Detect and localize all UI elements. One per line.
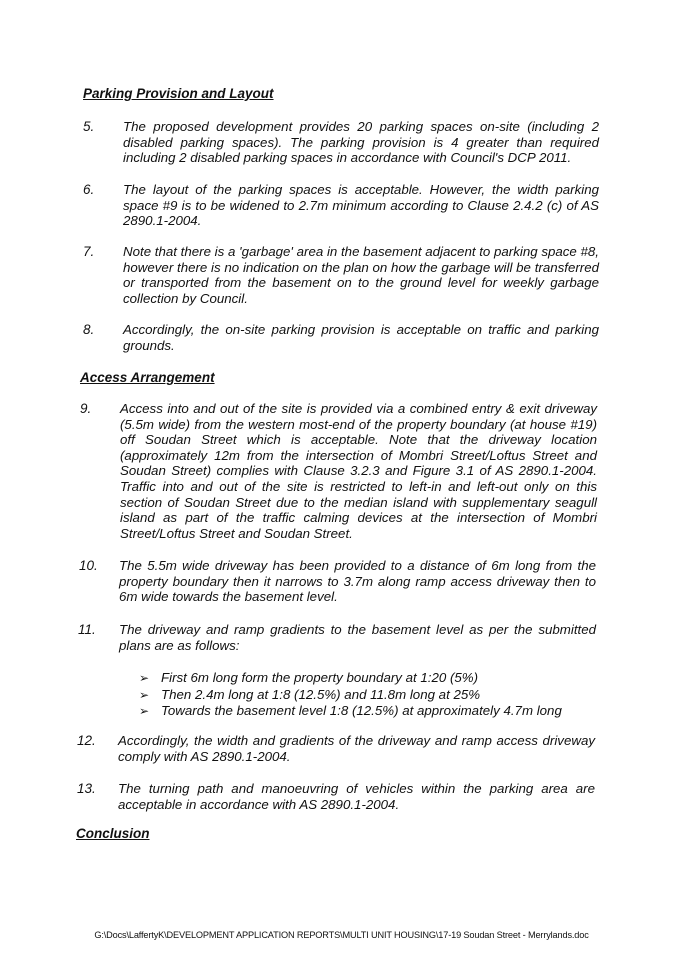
section-heading-access: Access Arrangement [80, 370, 215, 385]
paragraph-13: The turning path and manoeuvring of vehicles within the parking area are acceptable in accordance with AS 2890.1-2004. [118, 781, 595, 812]
bullet-item: ➢ Then 2.4m long at 1:8 (12.5%) and 11.8m long at 25% [139, 686, 481, 702]
paragraph-number-7: 7. [83, 244, 95, 259]
section-heading-parking: Parking Provision and Layout [83, 86, 274, 101]
paragraph-number-6: 6. [83, 182, 95, 197]
bullet-item: ➢ Towards the basement level 1:8 (12.5%) at approximately 4.7m long [139, 703, 562, 718]
arrow-bullet-icon: ➢ [139, 671, 150, 685]
arrow-bullet-icon: ➢ [139, 687, 150, 702]
file-path-footer: G:\Docs\LaffertyK\DEVELOPMENT APPLICATION REPORTS\MULTI UNIT HOUSING\17-19 Soudan Street - Merrylands.doc [94, 930, 589, 940]
paragraph-number-11: 11. [78, 622, 96, 637]
paragraph-11: The driveway and ramp gradients to the basement level as per the submitted plans are as follows: [119, 622, 596, 653]
paragraph-9: Access into and out of the site is provided via a combined entry & exit driveway (5.5m wide) from the western most-end of the property boundary (at house #19) off Soudan Street which is acceptable. Note that the driveway location (approximately 12m from the intersection of Mombri Street/Loftus Street and Soudan Street) complies with Clause 3.2.3 and Figure 3.1 of AS 2890.1-2004. Traffic into and out of the site is restricted to left-in and left-out only on this section of Soudan Street due to the median island with supplementary seagull island as part of the traffic calming devices at the intersection of Mombri Street/Loftus Street and Soudan Street. [120, 401, 597, 541]
paragraph-10: The 5.5m wide driveway has been provided to a distance of 6m long from the property boundary then it narrows to 3.7m along ramp access driveway then to 6m wide towards the basement level. [119, 558, 596, 605]
paragraph-7: Note that there is a 'garbage' area in the basement adjacent to parking space #8, however there is no indication on the plan on how the garbage will be transferred or transported from the basement on to the ground level for weekly garbage collection by Council. [123, 244, 599, 306]
paragraph-number-13: 13. [77, 781, 96, 796]
paragraph-number-12: 12. [77, 733, 96, 748]
paragraph-number-9: 9. [80, 401, 92, 416]
paragraph-8: Accordingly, the on-site parking provision is acceptable on traffic and parking grounds. [123, 322, 599, 353]
paragraph-number-8: 8. [83, 322, 95, 337]
paragraph-12: Accordingly, the width and gradients of the driveway and ramp access driveway comply with AS 2890.1-2004. [118, 733, 595, 764]
paragraph-number-10: 10. [79, 558, 98, 573]
paragraph-number-5: 5. [83, 119, 95, 134]
arrow-bullet-icon: ➢ [139, 704, 150, 718]
bullet-item: ➢ First 6m long form the property boundary at 1:20 (5%) [139, 670, 479, 685]
gradient-bullet-list [139, 670, 562, 720]
section-heading-conclusion: Conclusion [76, 826, 150, 841]
paragraph-6: The layout of the parking spaces is acceptable. However, the width parking space #9 is to be widened to 2.7m minimum according to Clause 2.4.2 (c) of AS 2890.1-2004. [123, 182, 599, 229]
paragraph-5: The proposed development provides 20 parking spaces on-site (including 2 disabled parking spaces). The parking provision is 4 greater than required including 2 disabled parking spaces in accordance with Council's DCP 2011. [123, 119, 599, 166]
